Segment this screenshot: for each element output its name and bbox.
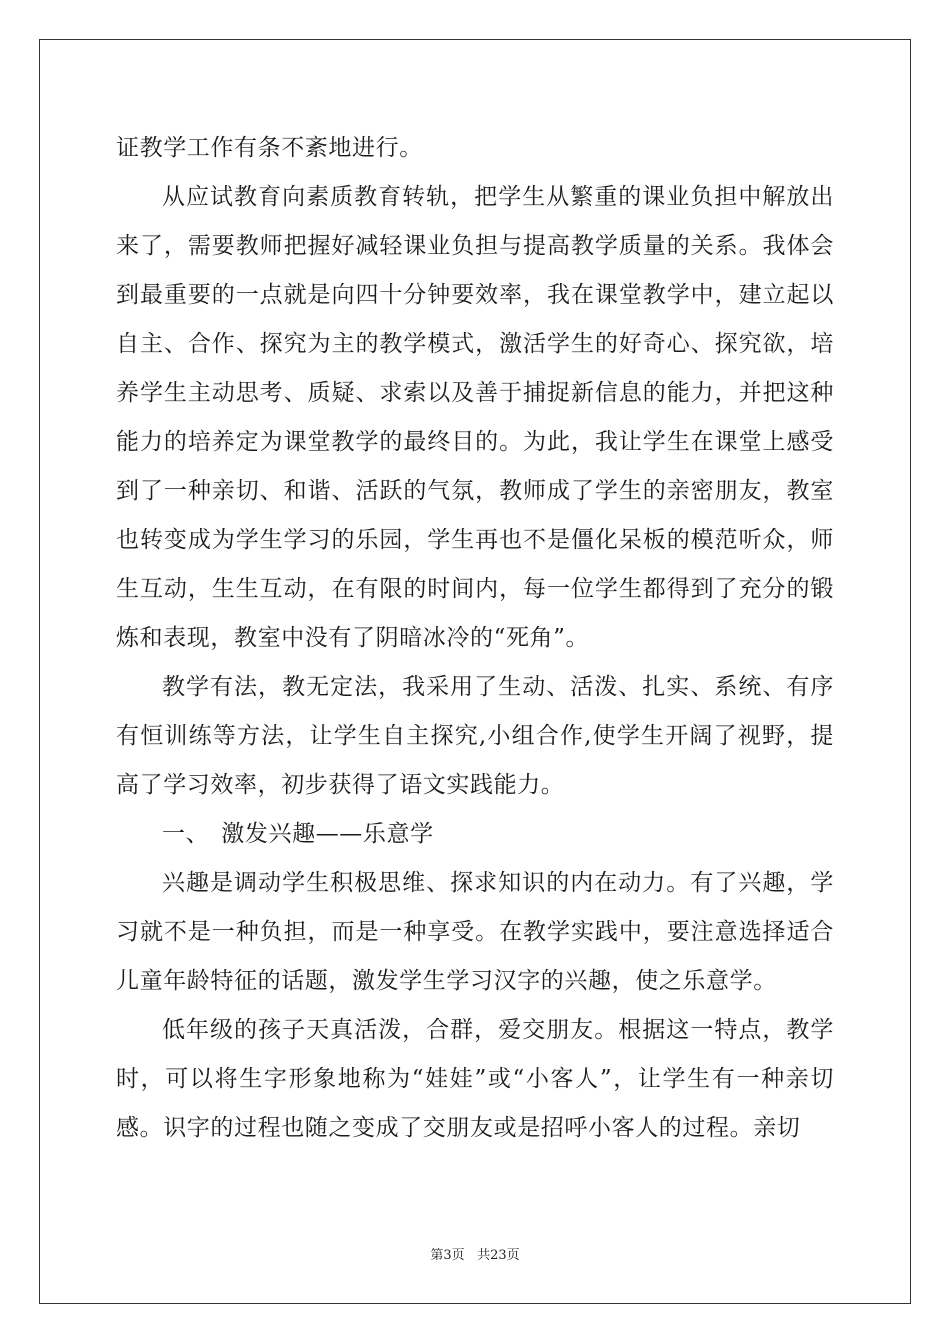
paragraph-lower-grades: 低年级的孩子天真活泼，合群，爱交朋友。根据这一特点，教学时，可以将生字形象地称为“娃娃”或“小客人”，让学生有一种亲切感。识字的过程也随之变成了交朋友或是招呼小客人的过程。亲切: [116, 1017, 834, 1141]
page-footer: [0, 1248, 950, 1264]
page-number: 第3页: [430, 1248, 465, 1263]
paragraph-teaching-methods: 教学有法，教无定法，我采用了生动、活泼、扎实、系统、有序有恒训练等方法，让学生自主探究,小组合作,使学生开阔了视野，提高了学习效率，初步获得了语文实践能力。: [116, 674, 834, 798]
paragraph-continuation: 证教学工作有条不紊地进行。: [116, 135, 423, 161]
paragraph-quality-education: 从应试教育向素质教育转轨，把学生从繁重的课业负担中解放出来了，需要教师把握好减轻课业负担与提高教学质量的关系。我体会到最重要的一点就是向四十分钟要效率，我在课堂教学中，建立起以自主、合作、探究为主的教学模式，激活学生的好奇心、探究欲，培养学生主动思考、质疑、求索以及善于捕捉新信息的能力，并把这种能力的培养定为课堂教学的最终目的。为此，我让学生在课堂上感受到了一种亲切、和谐、活跃的气氛，教师成了学生的亲密朋友，教室也转变成为学生学习的乐园，学生再也不是僵化呆板的模范听众，师生互动，生生互动，在有限的时间内，每一位学生都得到了充分的锻炼和表现，教室中没有了阴暗冰冷的“死角”。: [116, 184, 834, 651]
page-total: 共23页: [477, 1248, 520, 1263]
document-body: [116, 124, 834, 1153]
paragraph-interest-motivation: 兴趣是调动学生积极思维、探求知识的内在动力。有了兴趣，学习就不是一种负担，而是一种享受。在教学实践中，要注意选择适合儿童年龄特征的话题，激发学生学习汉字的兴趣，使之乐意学。: [116, 870, 834, 994]
section-heading-interest: 一、 激发兴趣——乐意学: [162, 821, 434, 847]
